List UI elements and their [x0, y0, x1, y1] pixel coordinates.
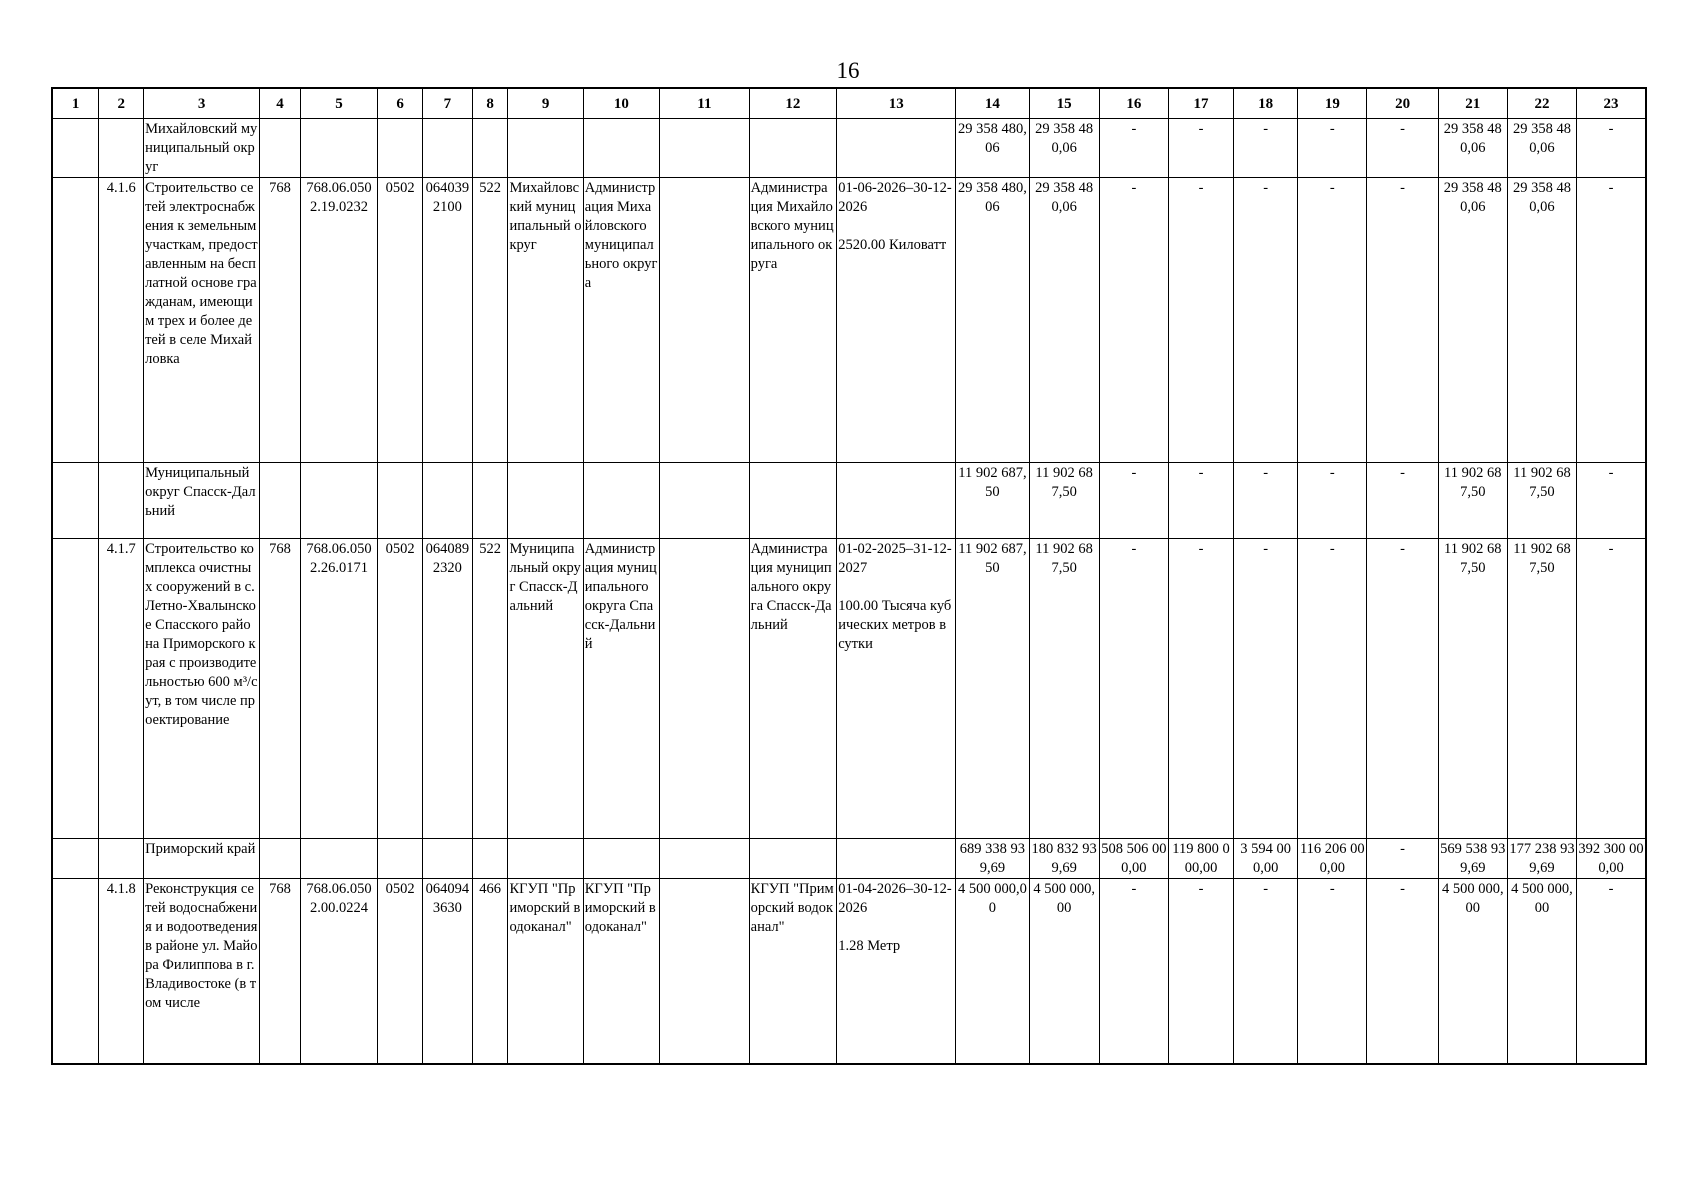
table-cell: 4.1.6 — [99, 178, 144, 463]
header-row — [52, 88, 1646, 119]
table-cell: - — [1168, 539, 1233, 839]
table-cell: 177 238 939,69 — [1507, 839, 1576, 879]
table-cell: Михайловский муниципальный округ — [508, 178, 583, 463]
table-row — [52, 539, 1646, 839]
table-cell: КГУП "Приморский водоканал" — [749, 879, 837, 1064]
table-cell: - — [1234, 463, 1298, 539]
table-cell: Администрация муниципального округа Спасск-Дальний — [749, 539, 837, 839]
header-cell: 16 — [1099, 88, 1168, 119]
table-cell: КГУП "Приморский водоканал" — [583, 879, 659, 1064]
table-cell — [52, 839, 99, 879]
table-cell — [749, 119, 837, 178]
table-cell: - — [1099, 119, 1168, 178]
table-cell: 29 358 480,06 — [956, 178, 1029, 463]
table-cell: 3 594 000,00 — [1234, 839, 1298, 879]
table-cell: - — [1577, 879, 1646, 1064]
table-cell: - — [1367, 839, 1438, 879]
header-cell: 5 — [300, 88, 377, 119]
table-cell: 0502 — [378, 178, 423, 463]
table-cell: - — [1234, 879, 1298, 1064]
table-cell — [378, 119, 423, 178]
table-cell: - — [1168, 119, 1233, 178]
table-cell: 768 — [260, 879, 301, 1064]
header-cell: 6 — [378, 88, 423, 119]
table-cell — [660, 539, 750, 839]
table-cell: 29 358 480,06 — [1029, 119, 1099, 178]
table-cell — [472, 119, 508, 178]
table-cell: - — [1099, 879, 1168, 1064]
table-cell: 508 506 000,00 — [1099, 839, 1168, 879]
table-cell — [660, 839, 750, 879]
table-cell — [99, 119, 144, 178]
table-cell — [837, 119, 956, 178]
header-cell: 11 — [660, 88, 750, 119]
table-row — [52, 178, 1646, 463]
table-cell — [422, 119, 472, 178]
table-cell: 29 358 480,06 — [1029, 178, 1099, 463]
table-cell: - — [1298, 463, 1367, 539]
table-cell — [52, 539, 99, 839]
table-cell — [260, 839, 301, 879]
table-cell: 4 500 000,00 — [1029, 879, 1099, 1064]
table-cell — [508, 119, 583, 178]
table-cell: 4 500 000,00 — [1438, 879, 1507, 1064]
table-cell: 0640943630 — [422, 879, 472, 1064]
table-cell — [300, 839, 377, 879]
table-cell — [99, 839, 144, 879]
table-cell: - — [1234, 539, 1298, 839]
table-cell: - — [1367, 119, 1438, 178]
header-cell: 14 — [956, 88, 1029, 119]
table-cell: 01-06-2026–30-12-2026 2520.00 Киловатт — [837, 178, 956, 463]
table-cell — [749, 839, 837, 879]
table-cell: 119 800 000,00 — [1168, 839, 1233, 879]
table-cell: - — [1099, 539, 1168, 839]
table-cell — [660, 463, 750, 539]
table-cell — [378, 839, 423, 879]
header-cell: 9 — [508, 88, 583, 119]
header-cell: 10 — [583, 88, 659, 119]
table-cell: 116 206 000,00 — [1298, 839, 1367, 879]
header-cell: 3 — [144, 88, 260, 119]
table-cell: 11 902 687,50 — [1029, 463, 1099, 539]
table-cell: 0640892320 — [422, 539, 472, 839]
table-cell: - — [1168, 879, 1233, 1064]
table-cell: - — [1234, 178, 1298, 463]
table-cell: 768.06.0502.19.0232 — [300, 178, 377, 463]
group-row — [52, 119, 1646, 178]
table-cell: - — [1577, 539, 1646, 839]
header-cell: 13 — [837, 88, 956, 119]
table-cell: Строительство сетей электроснабжения к земельным участкам, предоставленным на бесплатной основе гражданам, имеющим трех и более детей в селе Михайловка — [144, 178, 260, 463]
table-cell: 11 902 687,50 — [1438, 539, 1507, 839]
header-cell: 21 — [1438, 88, 1507, 119]
table-cell: Администрация муниципального округа Спасск-Дальний — [583, 539, 659, 839]
table-cell: 01-04-2026–30-12-2026 1.28 Метр — [837, 879, 956, 1064]
table-cell: - — [1168, 463, 1233, 539]
table-cell: - — [1234, 119, 1298, 178]
header-cell: 12 — [749, 88, 837, 119]
table-cell: - — [1367, 879, 1438, 1064]
table-cell — [52, 119, 99, 178]
table-cell: 689 338 939,69 — [956, 839, 1029, 879]
table-cell — [52, 879, 99, 1064]
table-cell: Муниципальный округ Спасск-Дальний — [144, 463, 260, 539]
table-cell: - — [1577, 119, 1646, 178]
header-cell: 15 — [1029, 88, 1099, 119]
table-cell: 29 358 480,06 — [1507, 178, 1576, 463]
table-row — [52, 879, 1646, 1064]
table-cell: Михайловский муниципальный округ — [144, 119, 260, 178]
table-cell — [508, 839, 583, 879]
table-cell: 01-02-2025–31-12-2027 100.00 Тысяча кубических метров в сутки — [837, 539, 956, 839]
table-cell — [52, 463, 99, 539]
header-cell: 19 — [1298, 88, 1367, 119]
table-cell — [300, 463, 377, 539]
table-cell: 29 358 480,06 — [1507, 119, 1576, 178]
header-cell: 20 — [1367, 88, 1438, 119]
header-cell: 7 — [422, 88, 472, 119]
table-cell: - — [1298, 119, 1367, 178]
table-cell — [378, 463, 423, 539]
header-cell: 1 — [52, 88, 99, 119]
table-cell: 569 538 939,69 — [1438, 839, 1507, 879]
table-cell: - — [1577, 178, 1646, 463]
table-cell: 4.1.8 — [99, 879, 144, 1064]
table-cell: 0502 — [378, 879, 423, 1064]
table-cell — [52, 178, 99, 463]
table-cell: 0640392100 — [422, 178, 472, 463]
table-cell: - — [1099, 178, 1168, 463]
table-cell: - — [1367, 539, 1438, 839]
table-cell — [472, 839, 508, 879]
table-cell — [749, 463, 837, 539]
table-cell: - — [1577, 463, 1646, 539]
table-cell: 29 358 480,06 — [1438, 119, 1507, 178]
table-cell: - — [1099, 463, 1168, 539]
table-cell: 768.06.0502.26.0171 — [300, 539, 377, 839]
table-cell — [583, 463, 659, 539]
table-cell: - — [1298, 539, 1367, 839]
table-cell — [99, 463, 144, 539]
header-cell: 17 — [1168, 88, 1233, 119]
table-cell — [837, 839, 956, 879]
table-cell: 11 902 687,50 — [1507, 463, 1576, 539]
table-cell: КГУП "Приморский водоканал" — [508, 879, 583, 1064]
header-cell: 18 — [1234, 88, 1298, 119]
table-cell: Администрация Михайловского муниципального округа — [749, 178, 837, 463]
table-cell: 768.06.0502.00.0224 — [300, 879, 377, 1064]
table-cell — [837, 463, 956, 539]
table-cell: 4 500 000,00 — [1507, 879, 1576, 1064]
table-cell: Приморский край — [144, 839, 260, 879]
table-cell: - — [1298, 178, 1367, 463]
table-cell: Реконструкция сетей водоснабжения и водоотведения в районе ул. Майора Филиппова в г. Владивостоке (в том числе — [144, 879, 260, 1064]
table-cell: 522 — [472, 178, 508, 463]
header-cell: 4 — [260, 88, 301, 119]
table-cell: 11 902 687,50 — [1507, 539, 1576, 839]
page-number: 16 — [836, 58, 860, 83]
budget-table — [51, 87, 1647, 1065]
table-cell — [660, 119, 750, 178]
table-cell: - — [1367, 178, 1438, 463]
table-cell: - — [1168, 178, 1233, 463]
table-cell: 522 — [472, 539, 508, 839]
table-cell: 466 — [472, 879, 508, 1064]
table-cell: 768 — [260, 539, 301, 839]
table-cell: 0502 — [378, 539, 423, 839]
header-cell: 23 — [1577, 88, 1646, 119]
table-cell: 11 902 687,50 — [1438, 463, 1507, 539]
header-cell: 22 — [1507, 88, 1576, 119]
table-cell — [508, 463, 583, 539]
header-cell: 2 — [99, 88, 144, 119]
table-cell: Муниципальный округ Спасск-Дальний — [508, 539, 583, 839]
table-cell: Строительство комплекса очистных сооружений в с. Летно-Хвалынское Спасского района Приморского края с производительностью 600 м³/сут, в том числе проектирование — [144, 539, 260, 839]
table-cell: - — [1298, 879, 1367, 1064]
table-cell — [422, 839, 472, 879]
group-row — [52, 839, 1646, 879]
table-cell: 29 358 480,06 — [956, 119, 1029, 178]
table-cell: 11 902 687,50 — [956, 463, 1029, 539]
table-cell: 4.1.7 — [99, 539, 144, 839]
table-cell — [660, 879, 750, 1064]
table-cell: 29 358 480,06 — [1438, 178, 1507, 463]
table-cell: Администрация Михайловского муниципального округа — [583, 178, 659, 463]
table-cell: 4 500 000,00 — [956, 879, 1029, 1064]
table-cell — [260, 463, 301, 539]
table-cell — [583, 839, 659, 879]
table-cell — [422, 463, 472, 539]
table-cell — [300, 119, 377, 178]
table-cell — [583, 119, 659, 178]
table-cell: - — [1367, 463, 1438, 539]
table-cell: 180 832 939,69 — [1029, 839, 1099, 879]
table-cell — [260, 119, 301, 178]
table-cell: 392 300 000,00 — [1577, 839, 1646, 879]
group-row — [52, 463, 1646, 539]
table-cell: 11 902 687,50 — [956, 539, 1029, 839]
table-cell: 11 902 687,50 — [1029, 539, 1099, 839]
table-cell: 768 — [260, 178, 301, 463]
header-cell: 8 — [472, 88, 508, 119]
table-cell — [660, 178, 750, 463]
table-cell — [472, 463, 508, 539]
